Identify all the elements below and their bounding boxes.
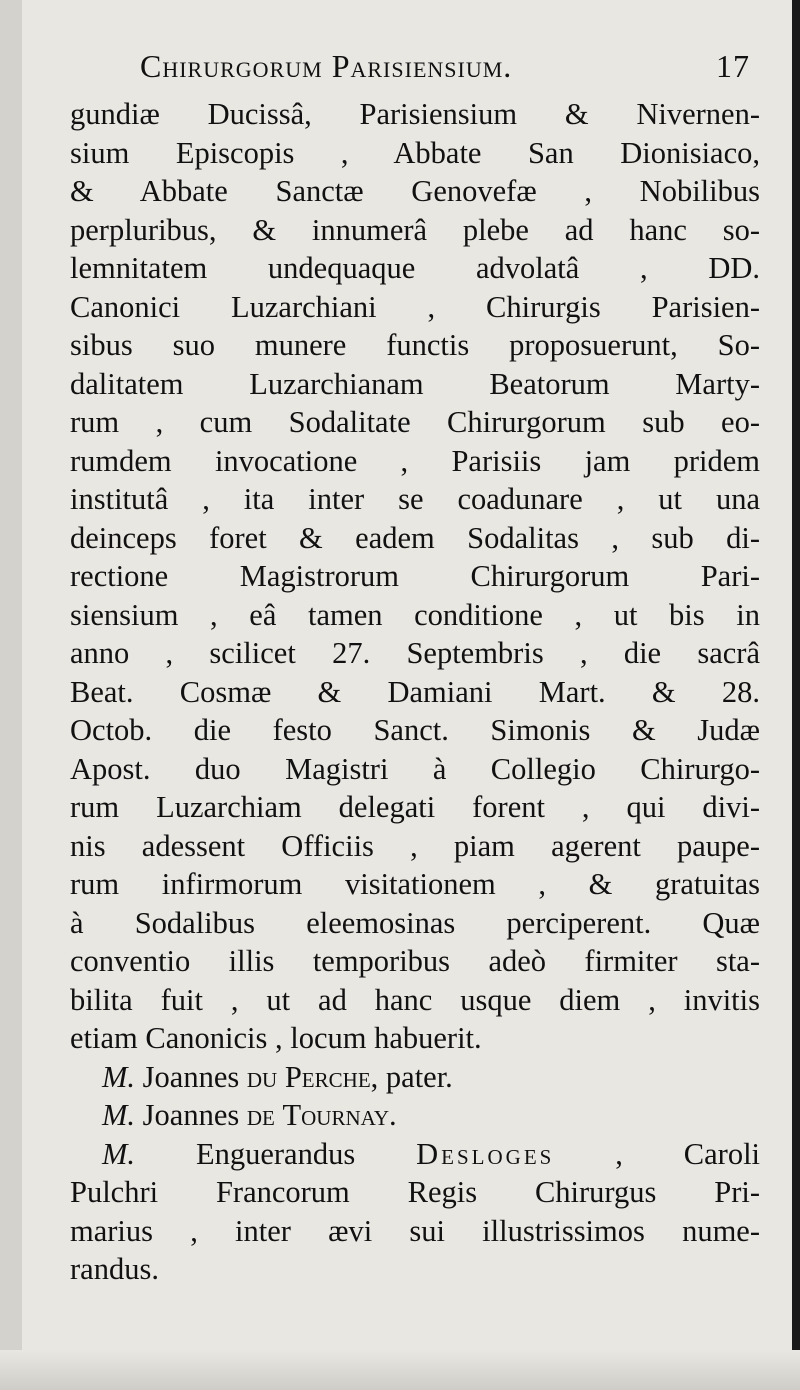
body-text bbox=[70, 95, 760, 1289]
text-line: à Sodalibus eleemosinas perciperent. Quæ bbox=[70, 905, 760, 940]
text-line: nis adessent Officiis , piam agerent paupe- bbox=[70, 828, 760, 863]
entry-suffix: , Caroli bbox=[615, 1136, 760, 1171]
text-line: rumdem invocatione , Parisiis jam pridem bbox=[70, 443, 760, 478]
text-line: sium Episcopis , Abbate San Dionisiaco, bbox=[70, 135, 760, 170]
text-line: randus. bbox=[70, 1252, 159, 1286]
text-line: conventio illis temporibus adeò firmiter sta- bbox=[70, 944, 760, 978]
text-line: Apost. duo Magistri à Collegio Chirurgo- bbox=[70, 751, 760, 786]
text-line: Octob. die festo Sanct. Simonis & Judæ bbox=[70, 713, 760, 747]
text-line: siensium , eâ tamen conditione , ut bis in bbox=[70, 597, 760, 632]
text-line: sibus suo munere functis proposuerunt, So- bbox=[70, 328, 760, 362]
entry-surname: Desloges bbox=[416, 1136, 555, 1171]
entry-prefix: M. bbox=[102, 1136, 136, 1171]
page-edge-dark bbox=[792, 0, 800, 1390]
text-line: & Abbate Sanctæ Genovefæ , Nobilibus bbox=[70, 174, 760, 208]
text-line: rectione Magistrorum Chirurgorum Pari- bbox=[70, 559, 760, 593]
name-entry bbox=[70, 1135, 760, 1174]
text-line: dalitatem Luzarchianam Beatorum Marty- bbox=[70, 366, 760, 401]
entry-given-name: Enguerandus bbox=[195, 1136, 356, 1171]
page-edge-shadow bbox=[0, 0, 22, 1390]
text-line: institutâ , ita inter se coadunare , ut una bbox=[70, 482, 760, 516]
entry-prefix: M. bbox=[102, 1059, 136, 1094]
page-number: 17 bbox=[716, 48, 750, 84]
text-line: etiam Canonicis , locum habuerit. bbox=[70, 1021, 482, 1055]
text-line: lemnitatem undequaque advolatâ , DD. bbox=[70, 251, 760, 285]
text-line: bilita fuit , ut ad hanc usque diem , invitis bbox=[70, 982, 760, 1017]
text-line: Pulchri Francorum Regis Chirurgus Pri- bbox=[70, 1175, 760, 1209]
entry-particle: du bbox=[246, 1059, 278, 1094]
entry-surname: Perche bbox=[284, 1059, 371, 1094]
text-line: anno , scilicet 27. Septembris , die sacrâ bbox=[70, 636, 760, 670]
entry-surname: Tournay. bbox=[282, 1098, 397, 1132]
page-bottom-edge bbox=[0, 1350, 800, 1390]
text-line: gundiæ Ducissâ, Parisiensium & Nivernen- bbox=[70, 97, 760, 131]
entry-prefix: M. bbox=[102, 1098, 136, 1132]
entry-particle: de bbox=[246, 1098, 275, 1132]
text-line: rum infirmorum visitationem , & gratuitas bbox=[70, 867, 760, 901]
text-line: rum Luzarchiam delegati forent , qui divi- bbox=[70, 790, 760, 824]
text-line: Beat. Cosmæ & Damiani Mart. & 28. bbox=[70, 674, 760, 709]
text-line: rum , cum Sodalitate Chirurgorum sub eo- bbox=[70, 405, 760, 439]
text-line: Canonici Luzarchiani , Chirurgis Parisien- bbox=[70, 289, 760, 324]
name-entry bbox=[70, 1096, 760, 1135]
entry-given-name: Joannes bbox=[142, 1098, 240, 1132]
entry-given-name: Joannes bbox=[142, 1059, 240, 1094]
text-line: perpluribus, & innumerâ plebe ad hanc so- bbox=[70, 212, 760, 247]
running-title: Chirurgorum Parisiensium. bbox=[140, 48, 513, 84]
text-line: marius , inter ævi sui illustrissimos nume- bbox=[70, 1213, 760, 1248]
entry-suffix: , pater. bbox=[370, 1059, 453, 1094]
text-line: deinceps foret & eadem Sodalitas , sub di- bbox=[70, 520, 760, 555]
running-header bbox=[140, 48, 750, 98]
name-entry bbox=[70, 1058, 760, 1097]
